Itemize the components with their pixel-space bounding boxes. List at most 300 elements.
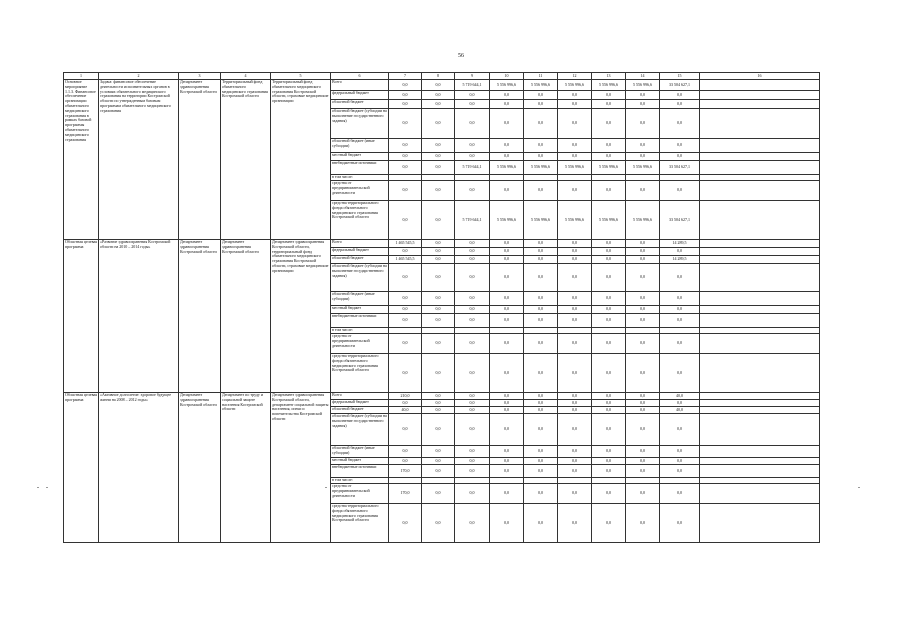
value-cell: 0,0 xyxy=(455,264,490,292)
value-cell: 0,0 xyxy=(490,306,524,314)
block-c5-cell: Территориальный фонд обязательного медицинского страхования Костромской области, страховые медицинские организации xyxy=(271,80,331,240)
value-cell: 0,0 xyxy=(660,139,700,153)
value-cell: 0,0 xyxy=(389,91,422,100)
block-c4-cell: Территориальный фонд обязательного медицинского страхования Костромской области xyxy=(221,80,271,240)
funding-source-label: федеральный бюджет xyxy=(331,400,389,407)
value-cell: 0,0 xyxy=(626,484,660,504)
block-c2-cell: «Активное долголетие: здоровое будущее жизни на 2008 – 2012 годы» xyxy=(99,393,179,543)
block-c4-cell: Департамент по труду и социальной защите населения Костромской области xyxy=(221,393,271,543)
value-cell: 0,0 xyxy=(524,354,558,393)
value-cell: 0,0 xyxy=(524,484,558,504)
value-cell: 0,0 xyxy=(660,292,700,306)
value-cell: 0,0 xyxy=(592,139,626,153)
column-number: 2 xyxy=(99,73,179,80)
value-cell: 0,0 xyxy=(389,139,422,153)
value-cell: 0,0 xyxy=(626,314,660,328)
value-cell: 0,0 xyxy=(422,400,455,407)
empty-cell xyxy=(700,153,820,161)
value-cell: 5 556 996,6 xyxy=(626,161,660,175)
value-cell: 5 556 996,6 xyxy=(490,80,524,91)
block-c1-cell: Основное мероприятие 1.1.3. Финансовое обеспечение организации обязательного медицинского страхования в рамках базовой программы обязательного медицинского страхования xyxy=(64,80,99,240)
empty-cell xyxy=(700,292,820,306)
value-cell: 0,0 xyxy=(660,181,700,201)
value-cell: 0,0 xyxy=(592,458,626,465)
funding-source-label: местный бюджет xyxy=(331,153,389,161)
value-cell: 0,0 xyxy=(422,458,455,465)
empty-cell xyxy=(700,504,820,543)
value-cell: 0,0 xyxy=(524,109,558,139)
value-cell: 0,0 xyxy=(422,181,455,201)
scan-speck xyxy=(37,487,39,488)
value-cell: 0,0 xyxy=(558,465,592,478)
empty-cell xyxy=(700,465,820,478)
empty-cell xyxy=(700,109,820,139)
page-number: 56 xyxy=(458,53,464,59)
value-cell: 5 556 996,6 xyxy=(524,80,558,91)
value-cell: 5 556 996,6 xyxy=(558,161,592,175)
value-cell: 0,0 xyxy=(626,458,660,465)
funding-source-label: средства территориального фонда обязательного медицинского страхования Костромской области xyxy=(331,201,389,240)
value-cell: 0,0 xyxy=(422,80,455,91)
value-cell: 0,0 xyxy=(422,354,455,393)
column-number: 5 xyxy=(271,73,331,80)
value-cell: 0,0 xyxy=(660,504,700,543)
value-cell: 0,0 xyxy=(422,248,455,256)
value-cell: 0,0 xyxy=(660,109,700,139)
value-cell: 0,0 xyxy=(524,240,558,248)
value-cell: 0,0 xyxy=(422,139,455,153)
value-cell: 0,0 xyxy=(592,153,626,161)
value-cell: 0,0 xyxy=(524,334,558,354)
funding-source-label: областной бюджет xyxy=(331,100,389,109)
column-number: 13 xyxy=(592,73,626,80)
value-cell: 0,0 xyxy=(558,407,592,414)
value-cell: 0,0 xyxy=(422,465,455,478)
value-cell: 0,0 xyxy=(455,393,490,400)
table-row xyxy=(64,80,820,91)
value-cell: 0,0 xyxy=(524,414,558,446)
value-cell: 0,0 xyxy=(389,80,422,91)
value-cell: 0,0 xyxy=(524,400,558,407)
value-cell: 0,0 xyxy=(626,256,660,264)
value-cell: 0,0 xyxy=(558,484,592,504)
empty-cell xyxy=(700,161,820,175)
value-cell: 0,0 xyxy=(524,264,558,292)
empty-cell xyxy=(700,240,820,248)
value-cell: 0,0 xyxy=(558,458,592,465)
value-cell: 0,0 xyxy=(455,484,490,504)
value-cell: 0,0 xyxy=(626,248,660,256)
value-cell: 0,0 xyxy=(558,181,592,201)
block-c4-cell: Департамент здравоохранения Костромской области xyxy=(221,240,271,393)
value-cell: 0,0 xyxy=(455,109,490,139)
value-cell: 0,0 xyxy=(389,414,422,446)
empty-cell xyxy=(700,91,820,100)
value-cell: 0,0 xyxy=(389,264,422,292)
value-cell: 0,0 xyxy=(626,100,660,109)
value-cell: 0,0 xyxy=(558,414,592,446)
empty-cell xyxy=(700,414,820,446)
value-cell: 0,0 xyxy=(592,181,626,201)
value-cell: 5 556 996,6 xyxy=(558,80,592,91)
value-cell: 0,0 xyxy=(490,256,524,264)
value-cell: 0,0 xyxy=(422,161,455,175)
value-cell: 0,0 xyxy=(660,264,700,292)
funding-source-label: средства территориального фонда обязательного медицинского страхования Костромской области xyxy=(331,504,389,543)
table-row xyxy=(64,393,820,400)
block-c5-cell: Департамент здравоохранения Костромской области, территориальный фонд обязательного медицинского страхования Костромской области, страховые медицинские организации xyxy=(271,240,331,393)
value-cell: 0,0 xyxy=(592,407,626,414)
scan-speck xyxy=(325,487,327,488)
value-cell: 0,0 xyxy=(455,306,490,314)
value-cell: 0,0 xyxy=(490,153,524,161)
value-cell: 0,0 xyxy=(660,334,700,354)
value-cell: 0,0 xyxy=(626,354,660,393)
value-cell: 0,0 xyxy=(558,256,592,264)
value-cell: 0,0 xyxy=(592,248,626,256)
value-cell: 5 556 996,6 xyxy=(558,201,592,240)
value-cell: 0,0 xyxy=(455,458,490,465)
block-c2-cell: «Развитие здравоохранения Костромской области на 2010 – 2014 годы» xyxy=(99,240,179,393)
value-cell: 0,0 xyxy=(490,400,524,407)
value-cell: 14 289,5 xyxy=(660,240,700,248)
value-cell: 0,0 xyxy=(592,314,626,328)
column-number: 3 xyxy=(179,73,221,80)
value-cell: 0,0 xyxy=(660,91,700,100)
empty-cell xyxy=(700,100,820,109)
value-cell: 0,0 xyxy=(558,100,592,109)
column-number: 16 xyxy=(700,73,820,80)
value-cell: 0,0 xyxy=(422,314,455,328)
table-row xyxy=(64,240,820,248)
value-cell: 0,0 xyxy=(558,504,592,543)
block-c1-cell: Областная целевая программа xyxy=(64,240,99,393)
value-cell: 0,0 xyxy=(592,446,626,458)
value-cell: 0,0 xyxy=(660,484,700,504)
value-cell: 0,0 xyxy=(524,393,558,400)
empty-cell xyxy=(700,306,820,314)
funding-source-label: местный бюджет xyxy=(331,458,389,465)
value-cell: 0,0 xyxy=(660,306,700,314)
value-cell: 0,0 xyxy=(490,109,524,139)
value-cell: 0,0 xyxy=(592,240,626,248)
value-cell: 0,0 xyxy=(524,306,558,314)
funding-source-label: внебюджетные источники xyxy=(331,465,389,478)
value-cell: 0,0 xyxy=(455,354,490,393)
value-cell: 0,0 xyxy=(592,109,626,139)
value-cell: 0,0 xyxy=(558,400,592,407)
column-number: 7 xyxy=(389,73,422,80)
value-cell: 0,0 xyxy=(490,458,524,465)
value-cell: 0,0 xyxy=(592,484,626,504)
value-cell: 5 556 996,6 xyxy=(524,161,558,175)
value-cell: 0,0 xyxy=(422,334,455,354)
empty-cell xyxy=(700,393,820,400)
value-cell: 0,0 xyxy=(389,153,422,161)
value-cell: 0,0 xyxy=(558,334,592,354)
value-cell: 0,0 xyxy=(389,201,422,240)
value-cell: 0,0 xyxy=(490,484,524,504)
empty-cell xyxy=(700,248,820,256)
value-cell: 0,0 xyxy=(455,414,490,446)
value-cell: 0,0 xyxy=(592,306,626,314)
funding-source-label: областной бюджет (иные субсидии) xyxy=(331,139,389,153)
funding-source-label: областной бюджет xyxy=(331,256,389,264)
value-cell: 0,0 xyxy=(455,181,490,201)
value-cell: 0,0 xyxy=(490,248,524,256)
value-cell: 0,0 xyxy=(660,446,700,458)
block-c2-cell: Задача: финансовое обеспечение деятельности исполнительных органов в условиях обязательного медицинского страхования на территории Костромской области по утвержденным базовым программам обязательного медицинского страхования xyxy=(99,80,179,240)
value-cell: 0,0 xyxy=(422,100,455,109)
funding-source-label: Всего xyxy=(331,393,389,400)
value-cell: 0,0 xyxy=(524,91,558,100)
value-cell: 0,0 xyxy=(422,292,455,306)
value-cell: 0,0 xyxy=(422,91,455,100)
value-cell: 0,0 xyxy=(558,264,592,292)
funding-source-label: в том числе: xyxy=(331,478,389,484)
funding-source-label: федеральный бюджет xyxy=(331,248,389,256)
funding-source-label: в том числе: xyxy=(331,328,389,334)
value-cell: 0,0 xyxy=(455,100,490,109)
funding-source-label: средства от предпринимательской деятельности xyxy=(331,484,389,504)
value-cell: 0,0 xyxy=(422,414,455,446)
value-cell: 1 465 545,5 xyxy=(389,256,422,264)
value-cell: 0,0 xyxy=(455,314,490,328)
value-cell: 0,0 xyxy=(389,314,422,328)
value-cell: 0,0 xyxy=(422,256,455,264)
value-cell: 0,0 xyxy=(422,109,455,139)
value-cell: 0,0 xyxy=(490,264,524,292)
column-number: 8 xyxy=(422,73,455,80)
value-cell: 0,0 xyxy=(490,292,524,306)
value-cell: 0,0 xyxy=(558,91,592,100)
value-cell: 0,0 xyxy=(455,248,490,256)
value-cell: 0,0 xyxy=(455,465,490,478)
value-cell: 0,0 xyxy=(490,139,524,153)
value-cell: 0,0 xyxy=(490,240,524,248)
value-cell: 170,0 xyxy=(389,484,422,504)
value-cell: 0,0 xyxy=(490,314,524,328)
empty-cell xyxy=(700,334,820,354)
value-cell: 0,0 xyxy=(455,292,490,306)
value-cell: 0,0 xyxy=(389,334,422,354)
value-cell: 0,0 xyxy=(592,465,626,478)
value-cell: 0,0 xyxy=(592,354,626,393)
block-c3-cell: Департамент здравоохранения Костромской области xyxy=(179,240,221,393)
header-row xyxy=(64,73,820,80)
value-cell: 0,0 xyxy=(422,264,455,292)
value-cell: 0,0 xyxy=(455,139,490,153)
funding-source-label: федеральный бюджет xyxy=(331,91,389,100)
value-cell: 0,0 xyxy=(558,240,592,248)
value-cell: 0,0 xyxy=(389,400,422,407)
value-cell: 0,0 xyxy=(389,248,422,256)
value-cell: 0,0 xyxy=(558,354,592,393)
value-cell: 0,0 xyxy=(592,504,626,543)
value-cell: 0,0 xyxy=(626,407,660,414)
column-number: 6 xyxy=(331,73,389,80)
value-cell: 0,0 xyxy=(660,100,700,109)
empty-cell xyxy=(700,314,820,328)
funding-source-label: средства от предпринимательской деятельности xyxy=(331,181,389,201)
value-cell: 0,0 xyxy=(660,153,700,161)
value-cell: 5 719 644,1 xyxy=(455,161,490,175)
value-cell: 0,0 xyxy=(490,414,524,446)
value-cell: 0,0 xyxy=(626,153,660,161)
empty-cell xyxy=(700,407,820,414)
value-cell: 0,0 xyxy=(389,109,422,139)
value-cell: 0,0 xyxy=(660,354,700,393)
value-cell: 0,0 xyxy=(490,465,524,478)
column-number: 1 xyxy=(64,73,99,80)
value-cell: 0,0 xyxy=(389,458,422,465)
value-cell: 0,0 xyxy=(455,334,490,354)
empty-cell xyxy=(700,264,820,292)
value-cell: 0,0 xyxy=(524,100,558,109)
value-cell: 0,0 xyxy=(455,153,490,161)
funding-source-label: средства от предпринимательской деятельности xyxy=(331,334,389,354)
empty-cell xyxy=(700,139,820,153)
funding-source-label: Всего xyxy=(331,80,389,91)
value-cell: 33 504 627,1 xyxy=(660,161,700,175)
column-number: 12 xyxy=(558,73,592,80)
empty-cell xyxy=(700,458,820,465)
value-cell: 0,0 xyxy=(455,240,490,248)
funding-source-label: областной бюджет (субсидии на выполнение государственного задания) xyxy=(331,109,389,139)
value-cell: 5 556 996,6 xyxy=(592,161,626,175)
scan-speck xyxy=(858,487,860,488)
value-cell: 0,0 xyxy=(389,292,422,306)
value-cell: 0,0 xyxy=(422,446,455,458)
value-cell: 0,0 xyxy=(490,446,524,458)
value-cell: 5 556 996,6 xyxy=(490,201,524,240)
value-cell: 0,0 xyxy=(490,91,524,100)
value-cell: 0,0 xyxy=(490,354,524,393)
value-cell: 0,0 xyxy=(660,458,700,465)
value-cell: 0,0 xyxy=(524,446,558,458)
column-number: 9 xyxy=(455,73,490,80)
value-cell: 0,0 xyxy=(626,393,660,400)
value-cell: 0,0 xyxy=(490,181,524,201)
value-cell: 0,0 xyxy=(626,446,660,458)
empty-cell xyxy=(700,80,820,91)
value-cell: 0,0 xyxy=(592,264,626,292)
value-cell: 0,0 xyxy=(558,139,592,153)
value-cell: 0,0 xyxy=(490,393,524,400)
value-cell: 5 556 996,6 xyxy=(524,201,558,240)
funding-source-label: областной бюджет (иные субсидии) xyxy=(331,446,389,458)
value-cell: 0,0 xyxy=(626,139,660,153)
value-cell: 40,0 xyxy=(389,407,422,414)
funding-source-label: в том числе: xyxy=(331,175,389,181)
value-cell: 0,0 xyxy=(592,393,626,400)
value-cell: 0,0 xyxy=(524,314,558,328)
value-cell: 0,0 xyxy=(455,91,490,100)
value-cell: 0,0 xyxy=(422,484,455,504)
value-cell: 0,0 xyxy=(389,306,422,314)
value-cell: 0,0 xyxy=(524,248,558,256)
funding-source-label: внебюджетные источники xyxy=(331,314,389,328)
value-cell: 5 556 996,6 xyxy=(592,201,626,240)
value-cell: 0,0 xyxy=(524,292,558,306)
value-cell: 0,0 xyxy=(455,446,490,458)
value-cell: 0,0 xyxy=(422,393,455,400)
value-cell: 0,0 xyxy=(558,153,592,161)
value-cell: 0,0 xyxy=(389,446,422,458)
value-cell: 0,0 xyxy=(422,306,455,314)
value-cell: 0,0 xyxy=(490,100,524,109)
value-cell: 0,0 xyxy=(558,248,592,256)
value-cell: 0,0 xyxy=(455,504,490,543)
value-cell: 0,0 xyxy=(660,400,700,407)
funding-source-label: областной бюджет (субсидии на выполнение государственного задания) xyxy=(331,414,389,446)
funding-source-label: Всего xyxy=(331,240,389,248)
value-cell: 0,0 xyxy=(558,393,592,400)
value-cell: 0,0 xyxy=(592,91,626,100)
empty-cell xyxy=(700,181,820,201)
empty-cell xyxy=(700,201,820,240)
value-cell: 0,0 xyxy=(455,407,490,414)
empty-cell xyxy=(700,354,820,393)
value-cell: 0,0 xyxy=(422,407,455,414)
funding-source-label: средства территориального фонда обязательного медицинского страхования Костромской области xyxy=(331,354,389,393)
value-cell: 0,0 xyxy=(524,153,558,161)
block-c3-cell: Департамент здравоохранения Костромской области xyxy=(179,80,221,240)
funding-source-label: областной бюджет (иные субсидии) xyxy=(331,292,389,306)
value-cell: 0,0 xyxy=(558,446,592,458)
value-cell: 0,0 xyxy=(422,201,455,240)
value-cell: 0,0 xyxy=(558,292,592,306)
value-cell: 33 504 627,1 xyxy=(660,80,700,91)
column-number: 14 xyxy=(626,73,660,80)
value-cell: 5 556 996,6 xyxy=(592,80,626,91)
value-cell: 5 556 996,6 xyxy=(490,161,524,175)
value-cell: 0,0 xyxy=(626,334,660,354)
value-cell: 210,0 xyxy=(389,393,422,400)
value-cell: 0,0 xyxy=(422,240,455,248)
funding-source-label: внебюджетные источники xyxy=(331,161,389,175)
value-cell: 0,0 xyxy=(592,414,626,446)
value-cell: 0,0 xyxy=(592,100,626,109)
value-cell: 5 719 644,1 xyxy=(455,80,490,91)
value-cell: 0,0 xyxy=(592,400,626,407)
value-cell: 0,0 xyxy=(558,306,592,314)
value-cell: 0,0 xyxy=(524,465,558,478)
value-cell: 0,0 xyxy=(422,504,455,543)
value-cell: 0,0 xyxy=(490,334,524,354)
empty-cell xyxy=(700,400,820,407)
value-cell: 0,0 xyxy=(422,153,455,161)
value-cell: 0,0 xyxy=(660,248,700,256)
value-cell: 0,0 xyxy=(490,504,524,543)
value-cell: 0,0 xyxy=(455,256,490,264)
value-cell: 0,0 xyxy=(592,334,626,354)
value-cell: 0,0 xyxy=(490,407,524,414)
column-number: 15 xyxy=(660,73,700,80)
value-cell: 14 289,5 xyxy=(660,256,700,264)
value-cell: 0,0 xyxy=(455,400,490,407)
block-c3-cell: Департамент здравоохранения Костромской области xyxy=(179,393,221,543)
value-cell: 0,0 xyxy=(558,314,592,328)
value-cell: 33 504 627,1 xyxy=(660,201,700,240)
funding-source-label: областной бюджет xyxy=(331,407,389,414)
value-cell: 0,0 xyxy=(626,414,660,446)
value-cell: 0,0 xyxy=(592,256,626,264)
value-cell: 0,0 xyxy=(558,109,592,139)
value-cell: 0,0 xyxy=(592,292,626,306)
value-cell: 170,0 xyxy=(389,465,422,478)
empty-cell xyxy=(700,484,820,504)
